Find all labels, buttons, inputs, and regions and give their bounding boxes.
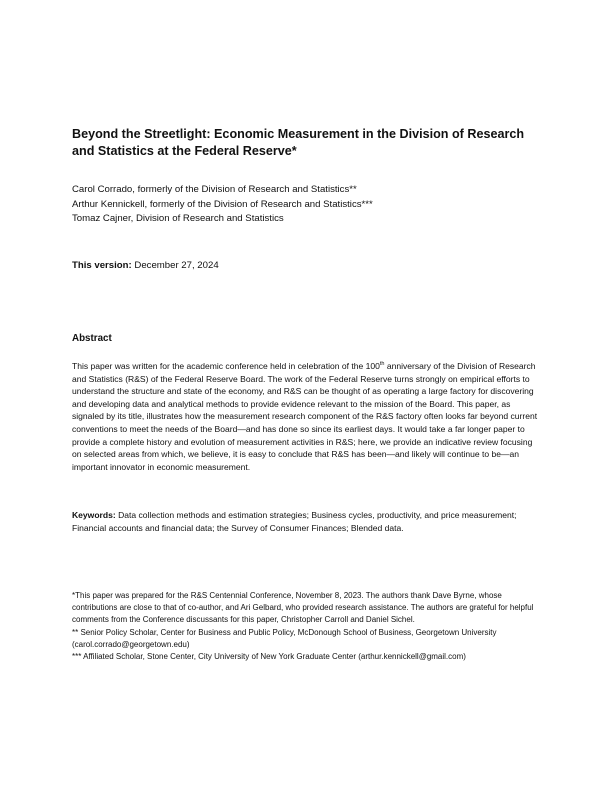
abstract-text-start: This paper was written for the academic conference held in celebration of the 100: [72, 361, 380, 371]
footnote: *** Affiliated Scholar, Stone Center, City University of New York Graduate Center (arthur.kennickell@gmail.com): [72, 652, 466, 662]
footnote: *This paper was prepared for the R&S Centennial Conference, November 8, 2023. The authors thank Dave Byrne, whose contributions are close to that of co-author, and Ari Gelbard, who provided research assistance. The authors are grateful for helpful comments from the Conference discussants for this paper, Christopher Carroll and Daniel Sichel.: [72, 591, 534, 625]
keywords: [72, 509, 542, 534]
version-date: December 27, 2024: [134, 260, 219, 271]
abstract-heading: Abstract: [72, 333, 112, 344]
author-list: [72, 183, 542, 227]
version-label: This version:: [72, 260, 132, 271]
footnotes: [72, 590, 542, 663]
author-line: Tomaz Cajner, Division of Research and Statistics: [72, 213, 284, 224]
paper-title: Beyond the Streetlight: Economic Measurement in the Division of Research and Statistics at the Federal Reserve*: [72, 127, 525, 158]
abstract-body: [72, 360, 542, 473]
abstract-text-rest: anniversary of the Division of Research and Statistics (R&S) of the Federal Reserve Board. The work of the Federal Reserve turns strongly on empirical efforts to understand the structure and state of the economy, and R&S can be thought of as operating a large factory for discovering and developing data and analytical methods to provide evidence relevant to the mission of the Board. This paper, as signaled by its title, illustrates how the measurement research component of the R&S factory often looks far beyond current conventions to meet the needs of the Board—and has done so since its earliest days. It would take a far longer paper to provide a complete history and evolution of measurement activities in R&S; here, we provide an indicative review focusing on selected areas from which, we believe, it is easy to conclude that R&S has been—and likely will continue to be—an important innovator in economic measurement.: [72, 361, 538, 472]
keywords-text: Data collection methods and estimation strategies; Business cycles, productivity, and price measurement; Financial accounts and financial data; the Survey of Consumer Finances; Blended data.: [72, 510, 517, 533]
author-line: Arthur Kennickell, formerly of the Division of Research and Statistics***: [72, 198, 373, 210]
version-line: [72, 260, 219, 271]
abstract-superscript: th: [379, 361, 385, 368]
footnote: ** Senior Policy Scholar, Center for Business and Public Policy, McDonough School of Business, Georgetown University (carol.corrado@georgetown.edu): [72, 627, 497, 649]
keywords-label: Keywords:: [72, 510, 116, 520]
author-line: Carol Corrado, formerly of the Division of Research and Statistics**: [72, 184, 357, 195]
